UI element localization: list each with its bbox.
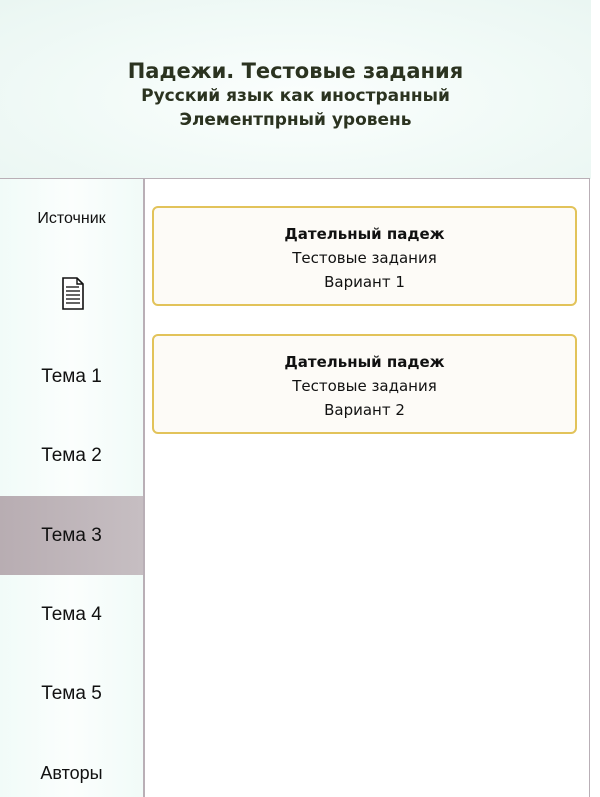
sidebar-item-tema-1[interactable]: Тема 1 — [41, 366, 102, 387]
test-card-variant-2[interactable] — [152, 334, 577, 434]
sidebar-item-source[interactable]: Источник — [37, 210, 106, 227]
test-card-variant-1[interactable] — [152, 206, 577, 306]
card-variant: Вариант 1 — [324, 273, 405, 291]
main-frame — [0, 178, 590, 797]
level-label: Элементпрный уровень — [179, 110, 412, 130]
content-area — [145, 179, 588, 797]
sidebar-item-tema-2[interactable]: Тема 2 — [41, 445, 102, 466]
card-subtitle: Тестовые задания — [292, 249, 437, 267]
card-title: Дательный падеж — [284, 353, 445, 371]
sidebar-item-tema-4[interactable]: Тема 4 — [41, 604, 102, 625]
sidebar-nav — [0, 179, 145, 797]
page-subtitle: Русский язык как иностранный — [141, 86, 450, 106]
page-title: Падежи. Тестовые задания — [127, 59, 464, 83]
sidebar-item-tema-5[interactable]: Тема 5 — [41, 683, 102, 704]
document-icon[interactable] — [54, 274, 90, 314]
card-variant: Вариант 2 — [324, 401, 405, 419]
card-title: Дательный падеж — [284, 225, 445, 243]
sidebar-item-authors[interactable]: Авторы — [40, 763, 103, 783]
page-header — [0, 0, 591, 179]
card-subtitle: Тестовые задания — [292, 377, 437, 395]
sidebar-item-tema-3[interactable]: Тема 3 — [0, 496, 143, 575]
